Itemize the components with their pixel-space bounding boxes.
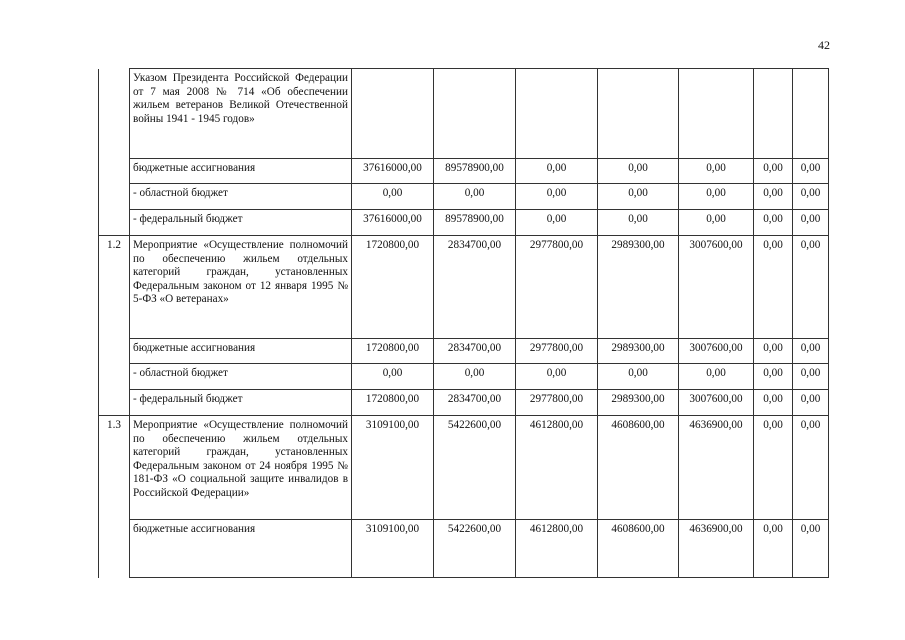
table-cell: 0,00 xyxy=(679,210,754,236)
budget-table xyxy=(98,68,829,578)
table-cell: 0,00 xyxy=(793,339,829,364)
table-cell: 4612800,00 xyxy=(516,416,598,520)
table-cell: 0,00 xyxy=(793,159,829,184)
table-cell: 5422600,00 xyxy=(434,520,516,578)
table-cell xyxy=(352,69,434,159)
table-cell: 37616000,00 xyxy=(352,159,434,184)
table-cell: 1720800,00 xyxy=(352,236,434,339)
table-cell: 4636900,00 xyxy=(679,520,754,578)
table-cell: 0,00 xyxy=(516,159,598,184)
item-title: Указом Президента Российской Федерации от 7 мая 2008 № 714 «Об обеспечении жильем ветеранов Великой Отечественной войны 1941 - 1945 годов» xyxy=(130,69,352,159)
table-cell: 0,00 xyxy=(679,184,754,210)
row-label: - федеральный бюджет xyxy=(130,210,352,236)
table-cell: 0,00 xyxy=(516,184,598,210)
item-title: Мероприятие «Осуществление полномочий по обеспечению жильем отдельных категорий граждан, установленных Федеральным законом от 12 января 1995 № 5-ФЗ «О ветеранах» xyxy=(130,236,352,339)
table-cell: 0,00 xyxy=(598,364,679,390)
table-cell: 89578900,00 xyxy=(434,159,516,184)
table-cell: 0,00 xyxy=(352,184,434,210)
table-cell: 0,00 xyxy=(754,390,793,416)
row-label: - федеральный бюджет xyxy=(130,390,352,416)
row-label: бюджетные ассигнования xyxy=(130,339,352,364)
table-cell: 0,00 xyxy=(679,159,754,184)
item-title: Мероприятие «Осуществление полномочий по обеспечению жильем отдельных категорий граждан, установленных Федеральным законом от 24 ноября 1995 № 181-ФЗ «О социальной защите инвалидов в Российской Федерации» xyxy=(130,416,352,520)
table-cell xyxy=(598,69,679,159)
table-row xyxy=(99,520,829,578)
table-cell: 0,00 xyxy=(793,520,829,578)
table-cell: 0,00 xyxy=(598,210,679,236)
table-cell: 0,00 xyxy=(793,236,829,339)
table-cell: 1720800,00 xyxy=(352,339,434,364)
table-cell: 0,00 xyxy=(754,416,793,520)
table-cell: 0,00 xyxy=(754,184,793,210)
table-row xyxy=(99,364,829,390)
table-cell: 2977800,00 xyxy=(516,390,598,416)
page-number: 42 xyxy=(818,38,830,52)
table-cell: 0,00 xyxy=(754,210,793,236)
table-cell: 0,00 xyxy=(434,364,516,390)
table-cell: 0,00 xyxy=(434,184,516,210)
table-cell: 0,00 xyxy=(754,159,793,184)
table-row xyxy=(99,184,829,210)
table-cell: 0,00 xyxy=(516,210,598,236)
table-cell: 3007600,00 xyxy=(679,236,754,339)
table-cell: 0,00 xyxy=(754,364,793,390)
table-cell: 3007600,00 xyxy=(679,339,754,364)
table-cell: 2977800,00 xyxy=(516,339,598,364)
table-cell: 89578900,00 xyxy=(434,210,516,236)
table-cell: 3109100,00 xyxy=(352,520,434,578)
table-cell xyxy=(679,69,754,159)
table-cell: 4612800,00 xyxy=(516,520,598,578)
table-cell: 0,00 xyxy=(793,210,829,236)
table-cell xyxy=(754,69,793,159)
item-index xyxy=(99,69,130,236)
table-row xyxy=(99,236,829,339)
table-row xyxy=(99,69,829,159)
table-cell: 0,00 xyxy=(793,364,829,390)
table-cell: 2834700,00 xyxy=(434,236,516,339)
row-label: бюджетные ассигнования xyxy=(130,159,352,184)
table-cell: 2834700,00 xyxy=(434,390,516,416)
table-cell: 0,00 xyxy=(793,390,829,416)
table-cell: 0,00 xyxy=(598,184,679,210)
table-cell: 0,00 xyxy=(598,159,679,184)
table-cell: 0,00 xyxy=(754,520,793,578)
table-cell: 2989300,00 xyxy=(598,339,679,364)
table-row xyxy=(99,159,829,184)
table-cell xyxy=(516,69,598,159)
table-cell: 2989300,00 xyxy=(598,390,679,416)
table-cell: 4636900,00 xyxy=(679,416,754,520)
table-row xyxy=(99,390,829,416)
table-cell: 2977800,00 xyxy=(516,236,598,339)
table-cell: 0,00 xyxy=(754,236,793,339)
table-row xyxy=(99,339,829,364)
table-cell: 2989300,00 xyxy=(598,236,679,339)
table-cell: 0,00 xyxy=(516,364,598,390)
table-cell: 0,00 xyxy=(793,184,829,210)
row-label: бюджетные ассигнования xyxy=(130,520,352,578)
table-cell: 3109100,00 xyxy=(352,416,434,520)
table-cell: 0,00 xyxy=(754,339,793,364)
table-cell: 1720800,00 xyxy=(352,390,434,416)
table-cell xyxy=(793,69,829,159)
row-label: - областной бюджет xyxy=(130,184,352,210)
table-cell: 0,00 xyxy=(793,416,829,520)
table-cell: 4608600,00 xyxy=(598,520,679,578)
table-cell: 37616000,00 xyxy=(352,210,434,236)
table-cell: 0,00 xyxy=(679,364,754,390)
table-cell: 5422600,00 xyxy=(434,416,516,520)
table-cell: 3007600,00 xyxy=(679,390,754,416)
table-cell: 4608600,00 xyxy=(598,416,679,520)
table-cell: 2834700,00 xyxy=(434,339,516,364)
table-cell: 0,00 xyxy=(352,364,434,390)
item-index: 1.2 xyxy=(99,236,130,416)
table-row xyxy=(99,210,829,236)
table-cell xyxy=(434,69,516,159)
table-row xyxy=(99,416,829,520)
row-label: - областной бюджет xyxy=(130,364,352,390)
item-index: 1.3 xyxy=(99,416,130,578)
